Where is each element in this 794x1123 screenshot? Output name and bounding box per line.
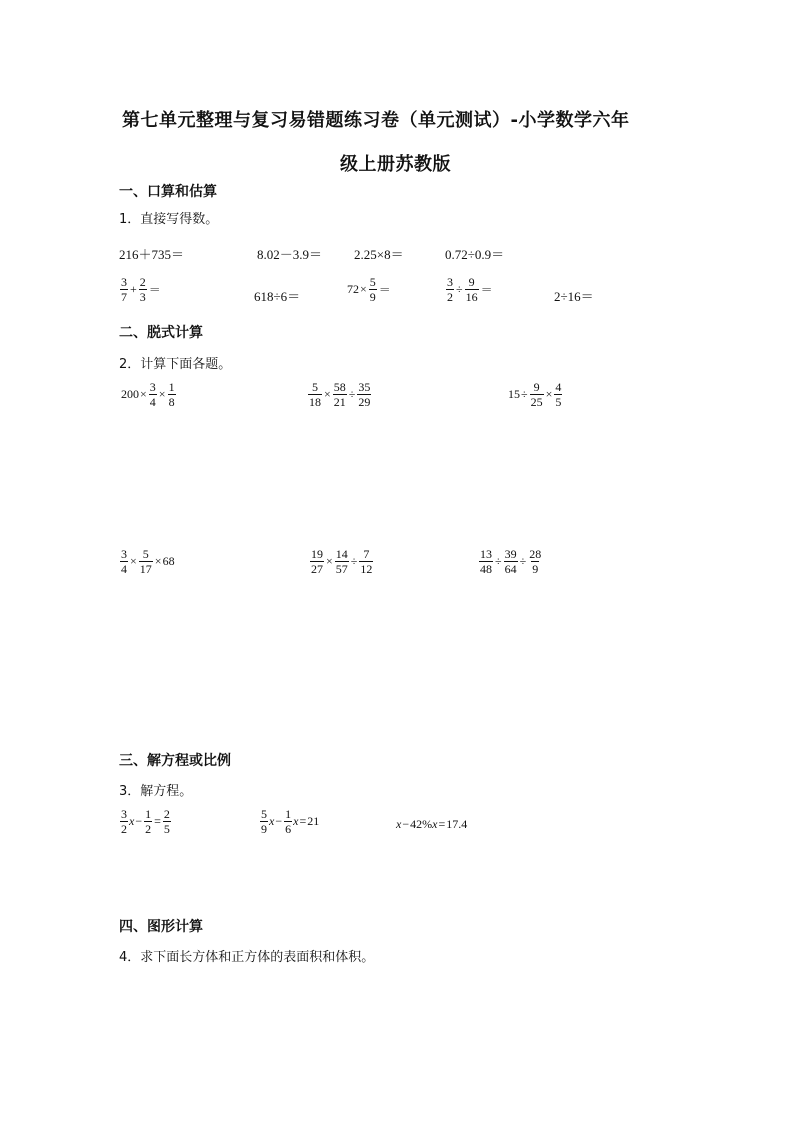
question-1-prompt: 1．直接写得数。 <box>119 212 219 227</box>
fraction: $\frac{28}{9}$ <box>529 547 542 576</box>
mental-expression: 0.72÷0.9＝ <box>445 247 505 262</box>
fraction: $\frac{9}{25}$ <box>530 380 543 409</box>
fraction: $\frac{9}{16}$ <box>465 275 478 304</box>
fraction: $\frac{3}{4}$ <box>149 380 156 409</box>
fraction: $\frac{5}{17}$ <box>139 547 152 576</box>
question-3-prompt: 3．解方程。 <box>119 784 193 799</box>
equation: x − 42% x = 17.4 <box>396 817 468 831</box>
fraction: $\frac{2}{5}$ <box>163 807 170 836</box>
mental-expression: $\frac{3}{7}$ + $\frac{2}{3}$ ＝ <box>121 275 161 304</box>
calc-expression: 15 ÷ $\frac{9}{25}$ × $\frac{4}{5}$ <box>508 380 562 409</box>
mental-expression: $\frac{3}{2}$ ÷ $\frac{9}{16}$ ＝ <box>447 275 493 304</box>
fraction: $\frac{3}{2}$ <box>121 807 127 836</box>
fraction: $\frac{4}{5}$ <box>555 380 562 409</box>
fraction: $\frac{5}{18}$ <box>309 380 321 409</box>
mental-expression: 2÷16＝ <box>554 289 594 304</box>
section-heading-step-calculation: 二、脱式计算 <box>119 325 203 341</box>
mental-expression: 618÷6＝ <box>254 289 301 304</box>
calc-expression: $\frac{3}{4}$ × $\frac{5}{17}$ × 68 <box>121 547 175 576</box>
fraction: $\frac{14}{57}$ <box>335 547 348 576</box>
question-2-prompt: 2．计算下面各题。 <box>119 357 232 372</box>
mental-expression: 8.02－3.9＝ <box>257 247 323 262</box>
page-title-line1: 第七单元整理与复习易错题练习卷（单元测试）-小学数学六年 <box>122 110 630 131</box>
fraction: $\frac{1}{6}$ <box>285 807 292 836</box>
mental-expression: 2.25×8＝ <box>354 247 404 262</box>
calc-expression: $\frac{13}{48}$ ÷ $\frac{39}{64}$ ÷ $\frac{28}{9}$ <box>480 547 542 576</box>
fraction: $\frac{3}{7}$ <box>121 275 127 304</box>
fraction: $\frac{35}{29}$ <box>358 380 371 409</box>
equation: $\frac{3}{2}$ x − $\frac{1}{2}$ = $\frac{2}{5}$ <box>121 807 170 836</box>
mental-expression: 216＋735＝ <box>119 247 185 262</box>
calc-expression: $\frac{5}{18}$ × $\frac{58}{21}$ ÷ $\frac{35}{29}$ <box>309 380 371 409</box>
fraction: $\frac{1}{8}$ <box>168 380 175 409</box>
fraction: $\frac{5}{9}$ <box>369 275 376 304</box>
fraction: $\frac{3}{2}$ <box>447 275 453 304</box>
fraction: $\frac{7}{12}$ <box>360 547 373 576</box>
section-heading-geometry: 四、图形计算 <box>119 919 203 935</box>
fraction: $\frac{1}{2}$ <box>145 807 152 836</box>
section-heading-mental-math: 一、口算和估算 <box>119 184 217 200</box>
fraction: $\frac{19}{27}$ <box>311 547 323 576</box>
calc-expression: $\frac{19}{27}$ × $\frac{14}{57}$ ÷ $\frac{7}{12}$ <box>311 547 373 576</box>
fraction: $\frac{13}{48}$ <box>480 547 492 576</box>
fraction: $\frac{3}{4}$ <box>121 547 127 576</box>
question-4-prompt: 4．求下面长方体和正方体的表面积和体积。 <box>119 950 375 965</box>
calc-expression: 200 × $\frac{3}{4}$ × $\frac{1}{8}$ <box>121 380 175 409</box>
equation: $\frac{5}{9}$ x − $\frac{1}{6}$ x = 21 <box>261 807 320 836</box>
fraction: $\frac{39}{64}$ <box>504 547 517 576</box>
section-heading-equations: 三、解方程或比例 <box>119 753 231 769</box>
fraction: $\frac{2}{3}$ <box>139 275 146 304</box>
fraction: $\frac{58}{21}$ <box>333 380 346 409</box>
mental-expression: 72 × $\frac{5}{9}$ ＝ <box>347 275 391 304</box>
page-title-line2: 级上册苏教版 <box>340 154 451 175</box>
fraction: $\frac{5}{9}$ <box>261 807 267 836</box>
